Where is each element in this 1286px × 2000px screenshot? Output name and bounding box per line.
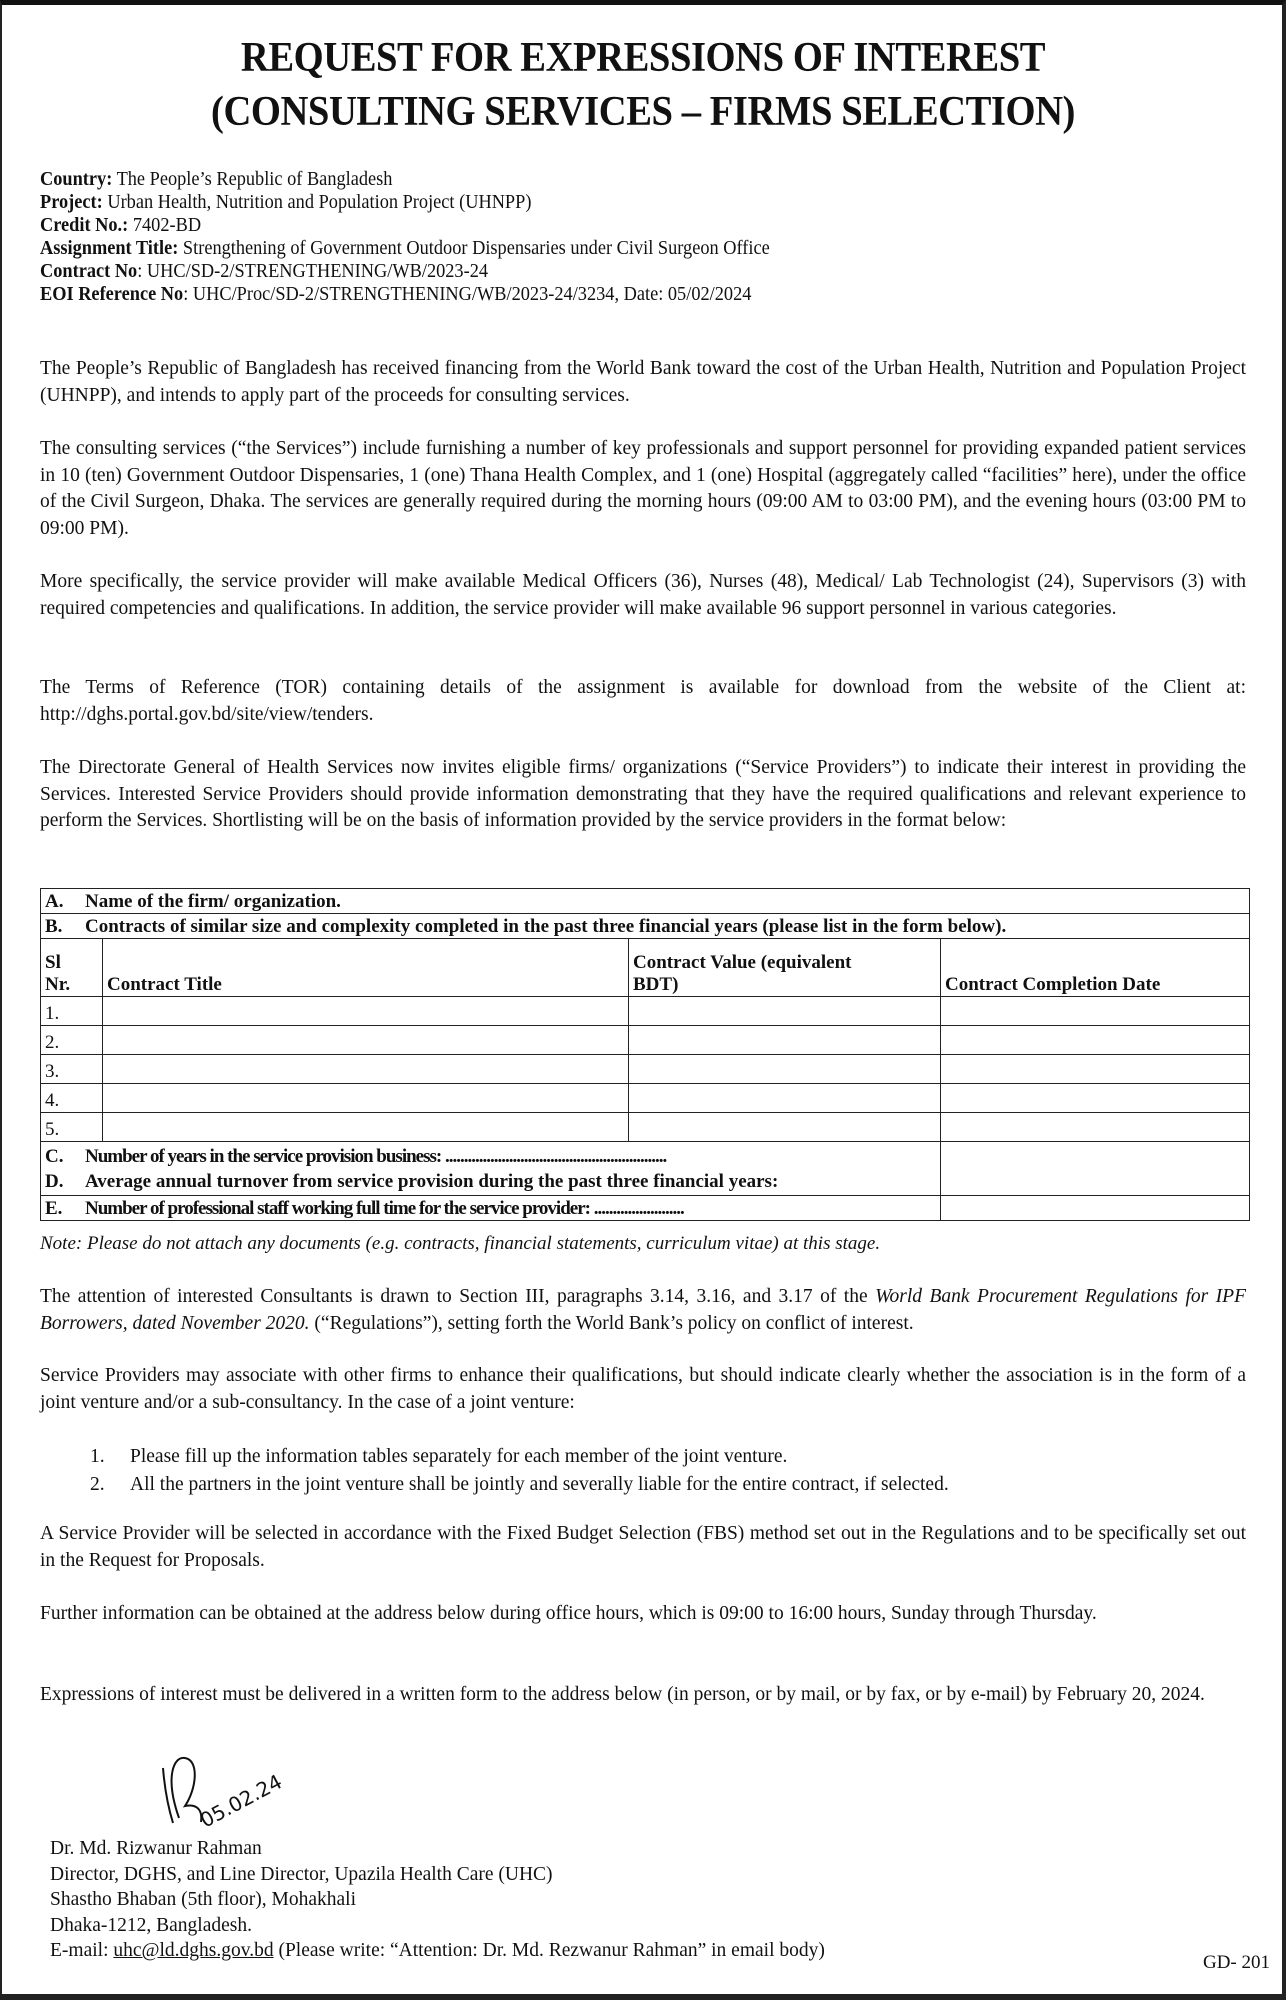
list-number: 2. <box>90 1474 105 1495</box>
metadata-block <box>40 168 1246 306</box>
signature <box>155 1748 355 1843</box>
page-title-line2: (CONSULTING SERVICES – FIRMS SELECTION) <box>211 89 1075 135</box>
signatory-designation: Director, DGHS, and Line Director, Upazila Health Care (UHC) <box>50 1863 553 1885</box>
form-field-years-turnover[interactable] <box>941 1142 1250 1196</box>
meta-contract-no <box>40 260 1174 283</box>
table-header-row <box>41 939 1250 997</box>
form-item-c <box>45 1144 936 1169</box>
table-row <box>41 997 1250 1026</box>
form-letter: A. <box>45 891 64 912</box>
paragraph-text: The attention of interested Consultants is drawn to Section III, paragraphs 3.14, 3.16, and 3.17 of the <box>40 1286 876 1307</box>
meta-label: EOI Reference No <box>40 284 184 305</box>
column-header-sl <box>41 939 103 997</box>
header-text: Nr. <box>45 974 71 995</box>
email-line <box>50 1938 825 1964</box>
form-label: Average annual turnover from service provision during the past three financial years: <box>85 1170 779 1192</box>
cell-contract-value[interactable] <box>629 997 941 1026</box>
cell-completion-date[interactable] <box>941 1084 1250 1113</box>
table-row <box>41 1055 1250 1084</box>
form-label-e <box>41 1196 941 1221</box>
paragraph-selection-method: A Service Provider will be selected in accordance with the Fixed Budget Selection (FBS) method set out in the Regulations and to be specifically set out in the Request for Proposals. <box>40 1523 1246 1571</box>
eoi-information-form <box>40 888 1250 1221</box>
page-title-line1: REQUEST FOR EXPRESSIONS OF INTEREST <box>240 35 1046 81</box>
column-header-contract-value <box>629 939 941 997</box>
signature-scribble-icon <box>155 1748 355 1838</box>
paragraph-services: The consulting services (“the Services”) include furnishing a number of key professionals and support personnel for providing expanded patient services in 10 (ten) Government Outdoor Dispensaries, 1 (one) Thana Health Complex, and 1 (one) Hospital (aggregately called “facilities” here), under the office of the Civil Surgeon, Dhaka. The services are generally required during the morning hours (09:00 AM to 03:00 PM), and the evening hours (03:00 PM to 09:00 PM). <box>40 438 1246 539</box>
cell-contract-title[interactable] <box>103 1084 629 1113</box>
regulations-reference: World Bank Procurement Regulations for IPF Borrowers, dated November 2020. <box>40 1286 1246 1334</box>
email-note: (Please write: “Attention: Dr. Md. Rezwanur Rahman” in email body) <box>273 1940 825 1961</box>
list-text: Please fill up the information tables separately for each member of the joint venture. <box>130 1446 788 1467</box>
form-row-b <box>41 914 1250 939</box>
meta-project <box>40 191 1174 214</box>
contact-address <box>50 1836 825 1964</box>
meta-value: : UHC/SD-2/STRENGTHENING/WB/2023-24 <box>137 261 489 282</box>
cell-contract-value[interactable] <box>629 1113 941 1142</box>
table-row <box>41 1113 1250 1142</box>
cell-completion-date[interactable] <box>941 997 1250 1026</box>
cell-contract-title[interactable] <box>103 997 629 1026</box>
cell-contract-value[interactable] <box>629 1055 941 1084</box>
list-text: All the partners in the joint venture shall be jointly and severally liable for the entire contract, if selected. <box>130 1474 949 1495</box>
list-number: 1. <box>90 1446 105 1467</box>
form-row-e <box>41 1196 1250 1221</box>
cell-sl: 3. <box>41 1055 103 1084</box>
form-label: Name of the firm/ organization. <box>85 891 341 912</box>
meta-value: 7402-BD <box>132 215 202 236</box>
meta-label: Credit No.: <box>40 215 129 236</box>
paragraph-association: Service Providers may associate with other firms to enhance their qualifications, but should indicate clearly whether the association is in the form of a joint venture and/or a sub-consultancy. In the case of a joint venture: <box>40 1365 1246 1413</box>
email-label: E-mail: <box>50 1940 114 1961</box>
paragraph-tor: The Terms of Reference (TOR) containing details of the assignment is available for download from the website of the Client at: http://dghs.portal.gov.bd/site/view/tenders. <box>40 677 1246 725</box>
meta-value: : UHC/Proc/SD-2/STRENGTHENING/WB/2023-24/3234, Date: 05/02/2024 <box>183 284 752 305</box>
paragraph-personnel: More specifically, the service provider will make available Medical Officers (36), Nurses (48), Medical/ Lab Technologist (24), Supervisors (3) with required competencies and qualifications. In addition, the service provider will make available 96 support personnel in various categories. <box>40 571 1246 619</box>
paragraph-financing: The People’s Republic of Bangladesh has received financing from the World Bank toward the cost of the Urban Health, Nutrition and Population Project (UHNPP), and intends to apply part of the proceeds for consulting services. <box>40 358 1246 406</box>
form-letter: E. <box>45 1198 63 1219</box>
signature-date: 05.02.24 <box>196 1769 286 1833</box>
meta-value: The People’s Republic of Bangladesh <box>116 169 393 190</box>
paragraph-office-hours: Further information can be obtained at the address below during office hours, which is 09:00 to 16:00 hours, Sunday through Thursday. <box>40 1603 1097 1624</box>
meta-label: Contract No <box>40 261 138 282</box>
meta-label: Assignment Title: <box>40 238 179 259</box>
form-note: Note: Please do not attach any documents (e.g. contracts, financial statements, curriculum vitae) at this stage. <box>40 1233 881 1254</box>
cell-sl: 5. <box>41 1113 103 1142</box>
form-letter: D. <box>45 1170 64 1192</box>
cell-sl: 2. <box>41 1026 103 1055</box>
form-label: Contracts of similar size and complexity completed in the past three financial years (please list in the form below). <box>85 916 1007 937</box>
form-label: Number of professional staff working full time for the service provider: ........................ <box>85 1198 684 1219</box>
cell-contract-value[interactable] <box>629 1026 941 1055</box>
form-letter: B. <box>45 916 63 937</box>
form-item-d <box>45 1169 936 1194</box>
column-header-contract-title: Contract Title <box>103 939 629 997</box>
form-field-professional-staff[interactable] <box>941 1196 1250 1221</box>
form-row-cd <box>41 1142 1250 1196</box>
header-text: Contract Value (equivalent <box>633 952 852 973</box>
address-line-2: Dhaka-1212, Bangladesh. <box>50 1914 252 1936</box>
cell-sl: 4. <box>41 1084 103 1113</box>
paragraph-invitation: The Directorate General of Health Services now invites eligible firms/ organizations (“Service Providers”) to indicate their interest in providing the Services. Interested Service Providers should provide information demonstrating that they have the required qualifications and relevant experience to perform the Services. Shortlisting will be on the basis of information provided by the service providers in the format below: <box>40 757 1246 831</box>
joint-venture-list <box>90 1443 949 1499</box>
table-row <box>41 1026 1250 1055</box>
cell-contract-title[interactable] <box>103 1026 629 1055</box>
address-line-1: Shastho Bhaban (5th floor), Mohakhali <box>50 1889 356 1910</box>
cell-contract-value[interactable] <box>629 1084 941 1113</box>
cell-sl: 1. <box>41 997 103 1026</box>
meta-country <box>40 168 1174 191</box>
meta-label: Project: <box>40 192 103 213</box>
email-link[interactable]: uhc@ld.dghs.gov.bd <box>113 1940 274 1961</box>
meta-value: Urban Health, Nutrition and Population Project (UHNPP) <box>107 192 532 213</box>
meta-assignment-title <box>40 237 1174 260</box>
form-letter: C. <box>45 1145 64 1167</box>
meta-credit-no <box>40 214 1174 237</box>
list-item <box>90 1471 949 1499</box>
header-text: BDT) <box>633 974 679 995</box>
form-label: Number of years in the service provision business: ........................................................... <box>85 1145 667 1167</box>
header-text: Sl <box>45 952 61 973</box>
signatory-name: Dr. Md. Rizwanur Rahman <box>50 1838 262 1859</box>
form-field-firm-name[interactable] <box>41 889 1250 914</box>
column-header-completion-date: Contract Completion Date <box>941 939 1250 997</box>
cell-contract-title[interactable] <box>103 1055 629 1084</box>
cell-completion-date[interactable] <box>941 1026 1250 1055</box>
form-labels-c-d <box>41 1142 941 1196</box>
paragraph-text: (“Regulations”), setting forth the World Bank’s policy on conflict of interest. <box>309 1312 914 1334</box>
meta-label: Country: <box>40 169 113 190</box>
form-row-a <box>41 889 1250 914</box>
cell-completion-date[interactable] <box>941 1113 1250 1142</box>
list-item <box>90 1443 949 1471</box>
paragraph-deadline: Expressions of interest must be delivered in a written form to the address below (in person, or by mail, or by fax, or by e-mail) by February 20, 2024. <box>40 1684 1205 1705</box>
cell-completion-date[interactable] <box>941 1055 1250 1084</box>
cell-contract-title[interactable] <box>103 1113 629 1142</box>
table-row <box>41 1084 1250 1113</box>
document-code: GD- 201 <box>1202 1952 1270 1973</box>
form-section-contracts <box>41 914 1250 939</box>
meta-eoi-reference <box>40 283 1174 306</box>
paragraph-conflict-of-interest <box>40 1284 1246 1337</box>
meta-value: Strengthening of Government Outdoor Dispensaries under Civil Surgeon Office <box>182 238 770 259</box>
